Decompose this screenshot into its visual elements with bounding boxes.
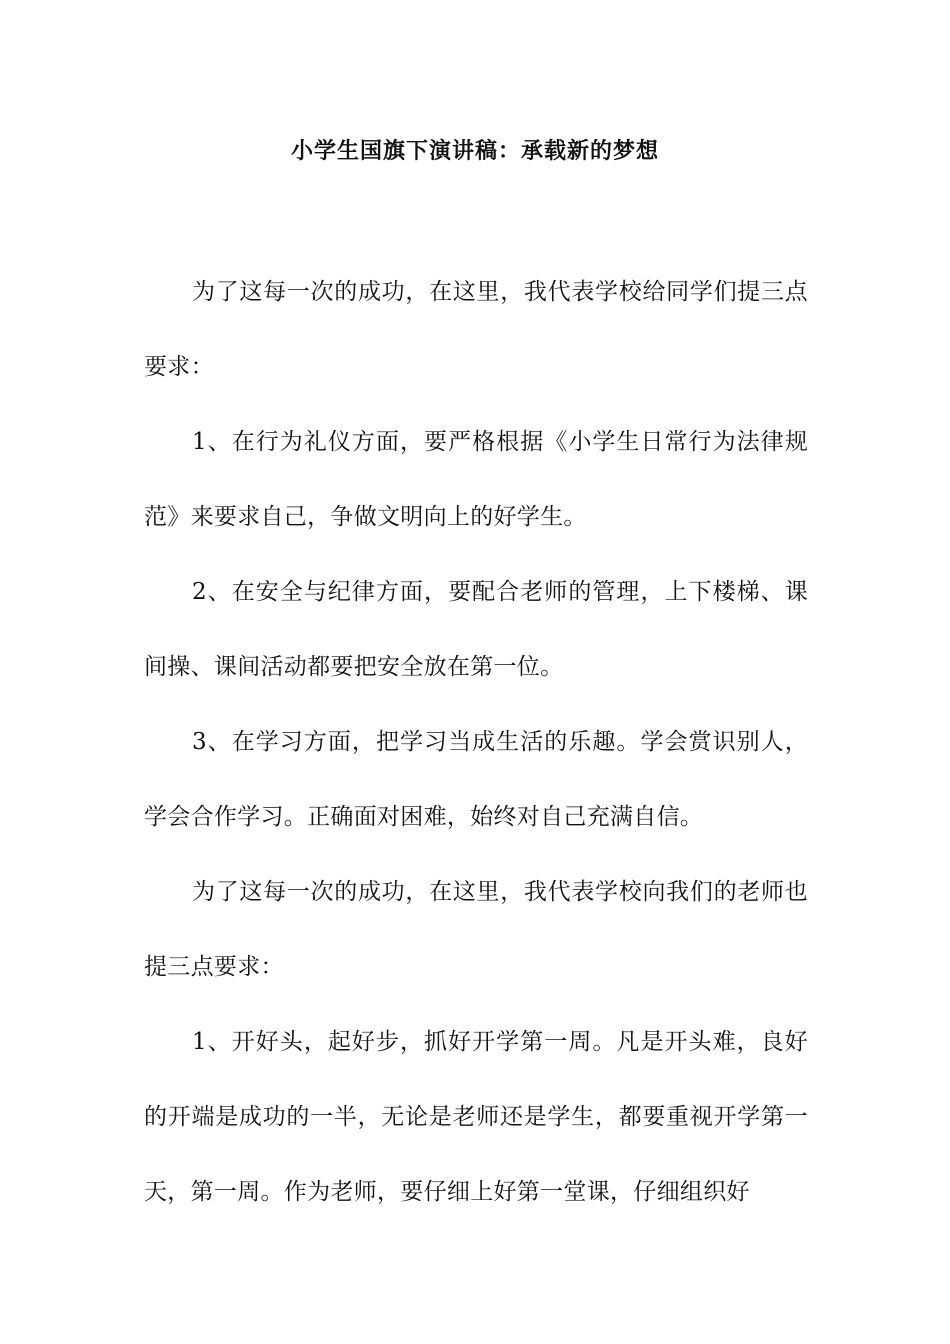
paragraph: 为了这每一次的成功，在这里，我代表学校向我们的老师也提三点要求： <box>144 879 808 980</box>
paragraph: 1、开好头，起好步，抓好开学第一周。凡是开头难，良好的开端是成功的一半，无论是老师还是学生，都要重视开学第一天，第一周。作为老师，要仔细上好第一堂课，仔细组织好 <box>144 1029 808 1205</box>
document-body <box>144 255 808 1230</box>
paragraph: 1、在行为礼仪方面，要严格根据《小学生日常行为法律规范》来要求自己，争做文明向上的好学生。 <box>144 429 808 530</box>
paragraph: 2、在安全与纪律方面，要配合老师的管理，上下楼梯、课间操、课间活动都要把安全放在第一位。 <box>144 579 808 680</box>
document-title: 小学生国旗下演讲稿：承载新的梦想 <box>290 139 659 164</box>
paragraph: 为了这每一次的成功，在这里，我代表学校给同学们提三点要求： <box>144 279 808 380</box>
paragraph: 3、在学习方面，把学习当成生活的乐趣。学会赏识别人，学会合作学习。正确面对困难，始终对自己充满自信。 <box>144 729 808 830</box>
